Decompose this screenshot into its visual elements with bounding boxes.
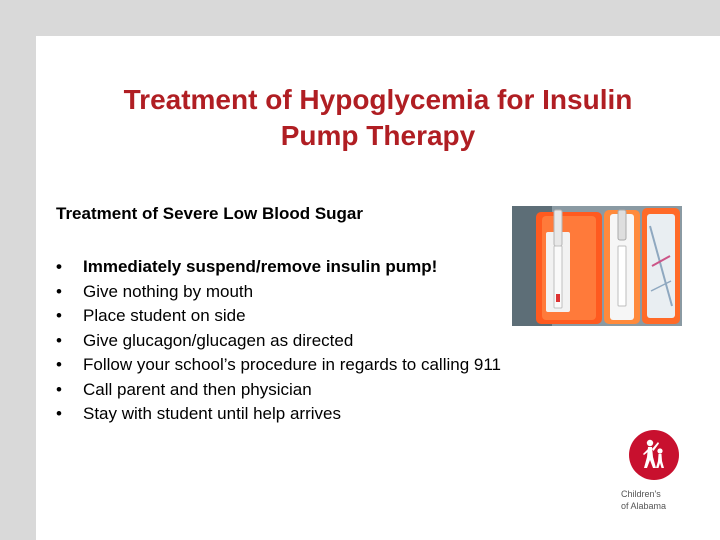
- bullet-text: Call parent and then physician: [83, 379, 312, 399]
- bullet-glyph: •: [56, 281, 62, 301]
- glucagon-kit-photo: [512, 206, 682, 326]
- bullet-glyph: •: [56, 257, 62, 276]
- children-figures-icon: [629, 430, 679, 480]
- bullet-text: Place student on side: [83, 306, 246, 325]
- bullet-glyph: •: [56, 404, 62, 423]
- bullet-item: [56, 402, 501, 427]
- slide-title-line2: Pump Therapy: [280, 120, 476, 151]
- childrens-of-alabama-logo: [621, 430, 701, 520]
- bullet-text: Give glucagon/glucagen as directed: [83, 330, 354, 350]
- bullet-item: [56, 304, 501, 329]
- slide-title-line1: Treatment of Hypoglycemia for Insulin: [123, 84, 633, 115]
- slide-frame-left: [0, 0, 36, 540]
- bullet-item: [56, 378, 501, 403]
- bullet-item: [56, 255, 501, 280]
- bullet-text: Immediately suspend/remove insulin pump!: [83, 257, 438, 276]
- slide-title: [36, 82, 720, 154]
- logo-wordmark: [621, 488, 666, 512]
- bullet-list: [56, 255, 501, 427]
- bullet-item: [56, 280, 501, 305]
- bullet-text: Follow your school’s procedure in regards to calling 911: [83, 355, 501, 374]
- glucagon-kit-illustration: [512, 206, 682, 326]
- logo-line2: of Alabama: [621, 501, 667, 511]
- logo-line1: Children's: [621, 489, 661, 499]
- bullet-text: Give nothing by mouth: [83, 281, 254, 301]
- bullet-item: [56, 329, 501, 354]
- bullet-glyph: •: [56, 355, 62, 374]
- bullet-glyph: •: [56, 306, 62, 325]
- bullet-glyph: •: [56, 379, 62, 399]
- slide-subtitle: Treatment of Severe Low Blood Sugar: [56, 204, 364, 223]
- bullet-glyph: •: [56, 330, 62, 350]
- bullet-item: [56, 353, 501, 378]
- logo-mark-icon: [629, 430, 679, 480]
- bullet-text: Stay with student until help arrives: [83, 404, 341, 423]
- slide-frame-top: [0, 0, 720, 36]
